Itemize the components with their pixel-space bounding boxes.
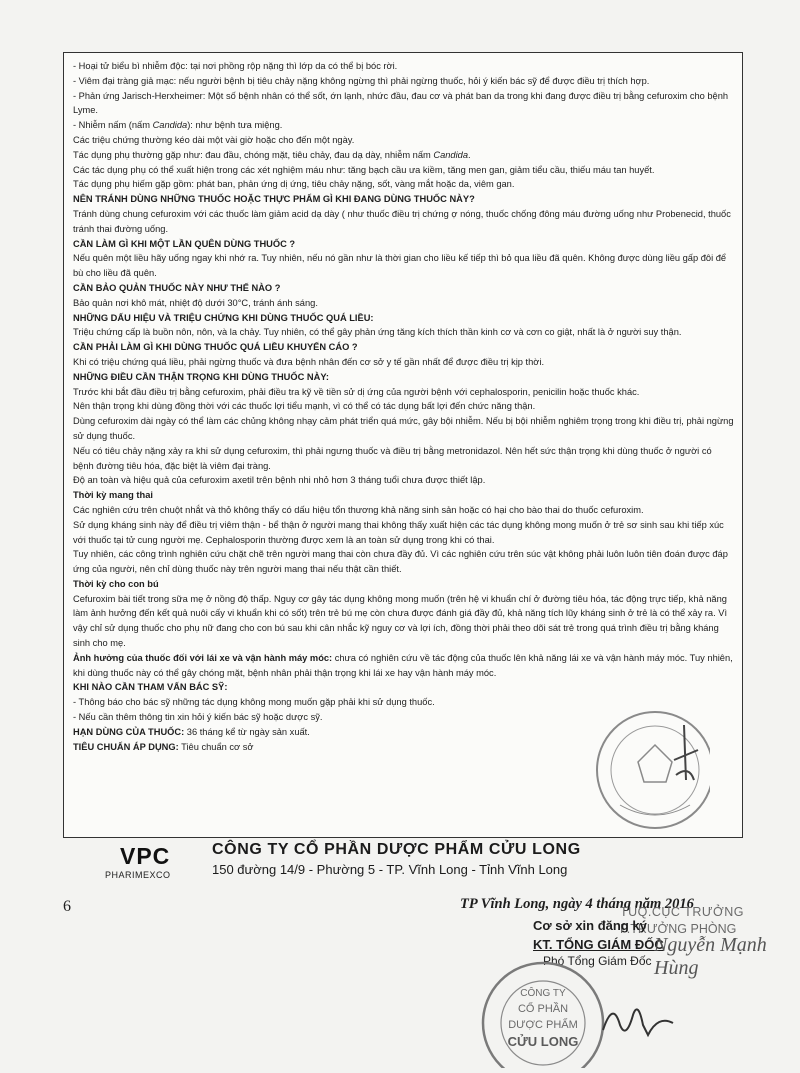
- section-heading: KHI NÀO CẦN THAM VẤN BÁC SỸ:: [73, 682, 228, 693]
- paragraph: - Viêm đại tràng giả mạc: nếu người bệnh bị tiêu chảy nặng không ngừng thì phải ngừng thuốc, hỏi ý kiến bác sỹ để được điều trị thích hợp.: [73, 75, 650, 86]
- paragraph: [73, 118, 734, 133]
- paragraph: Bảo quản nơi khô mát, nhiệt độ dưới 30°C, tránh ánh sáng.: [73, 297, 318, 308]
- paragraph: Các tác dụng phụ có thể xuất hiện trong các xét nghiệm máu như: tăng bạch cầu ưa kiềm, tăng men gan, giảm tiểu cầu, thiếu máu tan huyết.: [73, 164, 655, 175]
- section-heading: CẦN BẢO QUẢN THUỐC NÀY NHƯ THẾ NÀO ?: [73, 282, 281, 293]
- stamp-line-4: CỬU LONG: [507, 1034, 579, 1049]
- paragraph: Các nghiên cứu trên chuột nhắt và thỏ không thấy có dấu hiệu tổn thương khả năng sinh sản hoặc có hại cho bào thai do thuốc cefuroxim.: [73, 504, 644, 515]
- subsection-heading: Thời kỳ mang thai: [73, 490, 153, 501]
- handwritten-signature: [598, 995, 678, 1050]
- text: Tác dụng phụ thường gặp như: đau đầu, chóng mặt, tiêu chảy, đau dạ dày, nhiễm nấm: [73, 149, 434, 160]
- text: - Nhiễm nấm (nấm: [73, 120, 153, 131]
- overlay-title: TUQ.CỤC TRƯỞNG: [620, 905, 744, 919]
- company-name: CÔNG TY CỔ PHẦN DƯỢC PHẨM CỬU LONG: [212, 841, 581, 858]
- paragraph: Nên thận trọng khi dùng đồng thời với các thuốc lợi tiểu mạnh, vì có thể có tác dụng bất lợi đến chức năng thận.: [73, 401, 536, 412]
- paragraph: - Nếu cần thêm thông tin xin hỏi ý kiến bác sỹ hoặc dược sỹ.: [73, 712, 323, 723]
- paragraph: Nếu quên một liều hãy uống ngay khi nhớ ra. Tuy nhiên, nếu nó gần như là thời gian cho liều kế tiếp thì bỏ qua liều đã quên. Không được dùng liều gấp đôi để bù cho liều đã quên.: [73, 253, 727, 279]
- paragraph: Sử dụng kháng sinh này để điều trị viêm thận - bể thận ở người mang thai không thấy xuất hiện các tác dụng không mong muốn ở trẻ sơ sinh sau khi tiếp xúc với thuốc tại tử cung người mẹ. Cephalosporin thường được xem là an toàn sử dụng trong khi có thai.: [73, 519, 724, 545]
- section-heading: NÊN TRÁNH DÙNG NHỮNG THUỐC HOẶC THỰC PHẨM GÌ KHI ĐANG DÙNG THUỐC NÀY?: [73, 194, 475, 205]
- section-heading: NHỮNG ĐIỀU CẦN THẬN TRỌNG KHI DÙNG THUỐC NÀY:: [73, 371, 329, 382]
- inline-heading: HẠN DÙNG CỦA THUỐC:: [73, 726, 185, 737]
- section-heading: CẦN PHẢI LÀM GÌ KHI DÙNG THUỐC QUÁ LIỀU KHUYẾN CÁO ?: [73, 342, 358, 353]
- text: .: [468, 149, 471, 160]
- inline-heading: Ảnh hưởng của thuốc đối với lái xe và vận hành máy móc:: [73, 652, 333, 663]
- paragraph: Tuy nhiên, các công trình nghiên cứu chặt chẽ trên người mang thai còn chưa đầy đủ. Vì các nghiên cứu trên súc vật không phải luôn luôn tiên đoán được đáp ứng của người, nên chỉ dùng thuốc này trên người mang thai nếu thật cần thiết.: [73, 549, 728, 575]
- italic-term: Candida: [152, 120, 188, 131]
- logo-subtext: PHARIMEXCO: [105, 870, 171, 880]
- paragraph: Các triệu chứng thường kéo dài một vài giờ hoặc cho đến một ngày.: [73, 134, 355, 145]
- paragraph: Tránh dùng chung cefuroxim với các thuốc làm giảm acid dạ dày ( như thuốc điều trị chứng ợ nóng, thuốc chống đông máu đường uống như Probenecid, thuốc tránh thai đường uống.: [73, 208, 731, 234]
- paragraph: Triệu chứng cấp là buồn nôn, nôn, và la chảy. Tuy nhiên, có thể gây phản ứng tăng kích thích thần kinh cơ và cơn co giật, nhất là ở người suy thận.: [73, 327, 682, 338]
- italic-term: Candida: [433, 149, 468, 160]
- section-heading: CẦN LÀM GÌ KHI MỘT LẦN QUÊN DÙNG THUỐC ?: [73, 238, 296, 249]
- paragraph: Dùng cefuroxim dài ngày có thể làm các chủng không nhạy cảm phát triển quá mức, gây bội nhiễm. Nếu bị bội nhiễm nghiêm trọng trong khi điều trị, phải ngừng sử dụng thuốc.: [73, 416, 734, 441]
- paragraph: - Hoại tử biểu bì nhiễm độc: tại nơi phồng rộp nặng thì lớp da có thể bị bóc rời.: [73, 61, 398, 71]
- paragraph: Trước khi bắt đầu điều trị bằng cefuroxim, phải điều tra kỹ về tiền sử dị ứng của người bệnh với cephalosporin, penicilin hoặc thuốc khác.: [73, 386, 640, 397]
- paragraph: Khi có triệu chứng quá liều, phải ngừng thuốc và đưa bệnh nhân đến cơ sở y tế gần nhất để được điều trị kịp thời.: [73, 356, 545, 367]
- page-number: 6: [63, 898, 71, 915]
- paragraph: Độ an toàn và hiệu quả của cefuroxim axetil trên bệnh nhi nhỏ hơn 3 tháng tuổi chưa được thiết lập.: [73, 475, 486, 486]
- signer-subtitle: Phó Tổng Giám Đốc: [543, 954, 652, 968]
- section-heading: NHỮNG DẤU HIỆU VÀ TRIỆU CHỨNG KHI DÙNG THUỐC QUÁ LIỀU:: [73, 312, 374, 323]
- paragraph: [73, 148, 734, 163]
- text: ): như bệnh tưa miệng.: [187, 120, 283, 131]
- stamp-line-3: DƯỢC PHẨM: [508, 1019, 578, 1031]
- subsection-heading: Thời kỳ cho con bú: [73, 578, 159, 589]
- vpc-logo: VPC: [120, 843, 171, 869]
- company-address: 150 đường 14/9 - Phường 5 - TP. Vĩnh Long - Tỉnh Vĩnh Long: [212, 862, 568, 877]
- paragraph: - Phản ứng Jarisch-Herxheimer: Một số bệnh nhân có thể sốt, ớn lạnh, nhức đầu, đau cơ và phát ban da trong khi đang được điều trị bằng cefuroxim cho bệnh Lyme.: [73, 90, 729, 116]
- company-stamp: [478, 958, 608, 1073]
- registrant-label: Cơ sở xin đăng ký: [533, 918, 647, 933]
- paragraph: [73, 651, 734, 681]
- text: Tiêu chuẩn cơ sở: [178, 741, 254, 752]
- paragraph: - Thông báo cho bác sỹ những tác dụng không mong muốn gặp phải khi sử dụng thuốc.: [73, 697, 435, 708]
- paragraph: Nếu có tiêu chảy nặng xảy ra khi sử dụng cefuroxim, thì phải ngưng thuốc và điều trị bằng metronidazol. Nên hết sức thận trọng khi dùng thuốc ở người có bệnh đường tiêu hóa, đặc biệt là viêm đại tràng.: [73, 445, 712, 471]
- place-date: TP Vĩnh Long, ngày 4 tháng năm 2016: [460, 896, 694, 912]
- overlay-title-2: P.TRƯỞNG PHÒNG: [620, 922, 737, 936]
- stamp-line-1: CÔNG TY: [520, 988, 566, 999]
- text: chưa có nghiên cứu về tác động của thuốc lên khả năng lái xe và vận hành máy móc. Tuy nhiên, khi dùng thuốc này có thể gây chóng mặt, bệnh nhân phải thận trọng khi lái xe hay vận hành máy móc.: [73, 652, 733, 678]
- signature-mark: [654, 720, 714, 805]
- paragraph: Tác dụng phụ hiếm gặp gồm: phát ban, phản ứng dị ứng, tiêu chảy nặng, sốt, vàng mắt hoặc da, viêm gan.: [73, 179, 515, 190]
- inline-heading: TIÊU CHUẨN ÁP DỤNG:: [73, 741, 179, 752]
- signer-name: Nguyễn Mạnh Hùng: [654, 934, 767, 979]
- leaflet-content: [73, 59, 734, 754]
- signer-title: KT. TỔNG GIÁM ĐỐC: [533, 937, 664, 952]
- text: 36 tháng kể từ ngày sản xuất.: [184, 726, 310, 737]
- paragraph: Cefuroxim bài tiết trong sữa mẹ ở nồng độ thấp. Nguy cơ gây tác dụng không mong muốn (trên hệ vi khuẩn chí ở đường tiêu hóa, tác động trực tiếp, khả năng làm ảnh hưởng đến kết quả nuôi cấy vi khuẩn khi có sốt) trên trẻ bú mẹ còn chưa được đánh giá đầy đủ, khả năng tích lũy kháng sinh ở trẻ là có thể xảy ra. Vì vậy chỉ sử dụng thuốc cho phụ nữ đang cho con bú sau khi cân nhắc kỹ nguy cơ và lợi ích, đồng thời phải theo dõi sát trẻ trong quá trình điều trị bằng kháng sinh cho mẹ.: [73, 593, 728, 649]
- stamp-line-2: CỔ PHẦN: [517, 1003, 569, 1015]
